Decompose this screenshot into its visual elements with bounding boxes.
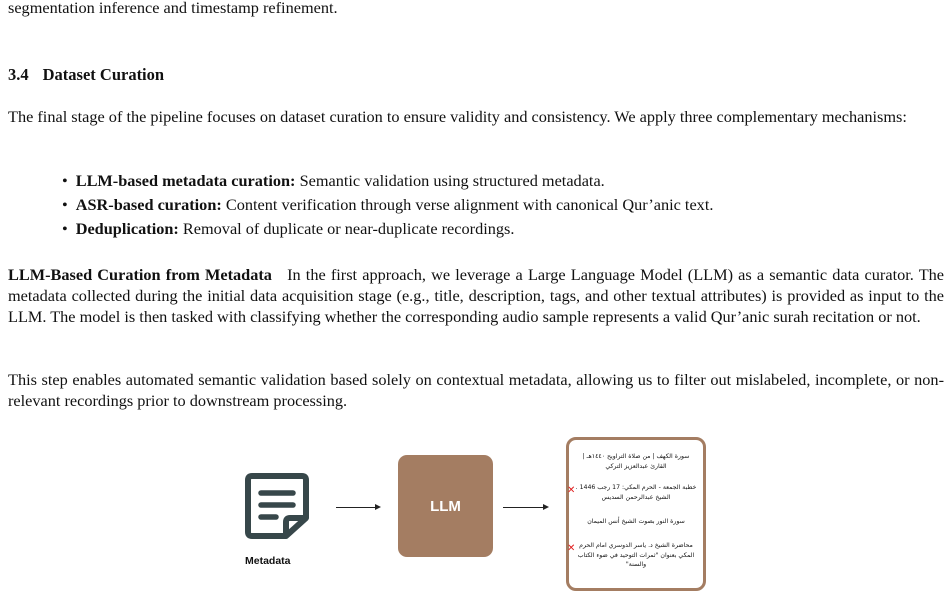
paragraph-body: In the first approach, we leverage a Large Language Model (LLM) as a semantic data curator. The metadata collected during the initial data acquisition stage (e.g., title, description, tags, and other textual attributes) is provided as input to the LLM. The model is then tasked with classifying whether the corresponding audio sample represents a valid Qur’anic surah recitation or not. — [8, 265, 945, 326]
list-item: خطبة الجمعة - الحرم المكي: 17 رجب 1446 . الشيخ عبدالرحمن السديس — [575, 484, 697, 501]
list-item — [62, 169, 713, 193]
section-heading — [8, 65, 164, 85]
llm-box — [398, 455, 493, 557]
bullet-term: ASR-based curation: — [75, 195, 222, 214]
paragraph-runin-heading: LLM-Based Curation from Metadata — [8, 265, 272, 284]
validation-paragraph: This step enables automated semantic validation based solely on contextual metadata, allowing us to filter out mislabeled, incomplete, or non-relevant recordings prior to downstream processing. — [8, 370, 944, 410]
intro-paragraph: The final stage of the pipeline focuses on dataset curation to ensure validity and consistency. We apply three complementary mechanisms: — [8, 107, 907, 126]
llm-curation-paragraph — [8, 264, 944, 327]
bullet-term: LLM-based metadata curation: — [75, 171, 296, 190]
previous-paragraph-tail: segmentation inference and timestamp refinement. — [8, 0, 338, 17]
section-title: Dataset Curation — [42, 65, 165, 84]
curation-mechanisms-list — [62, 169, 713, 241]
x-mark-icon: ✕ — [567, 543, 576, 554]
metadata-label: Metadata — [245, 555, 291, 567]
section-number: 3.4 — [8, 65, 29, 84]
list-item: سورة الكهف | من صلاة التراويح ١٤٤٠هـ | القارئ عبدالعزيز التركي — [582, 453, 690, 470]
list-item — [62, 193, 713, 217]
metadata-results-card — [566, 437, 706, 591]
list-item — [62, 217, 713, 241]
bullet-text: Removal of duplicate or near-duplicate recordings. — [182, 219, 515, 238]
bullet-text: Semantic validation using structured metadata. — [299, 171, 605, 190]
bullet-text: Content verification through verse alignment with canonical Qur’anic text. — [225, 195, 714, 214]
arrow-right-icon — [336, 507, 379, 508]
llm-label: LLM — [430, 497, 461, 515]
bullet-term: Deduplication: — [75, 219, 179, 238]
x-mark-icon: ✕ — [567, 485, 576, 496]
list-item: سورة النور بصوت الشيخ أنس الميمان — [587, 518, 685, 525]
document-icon — [244, 472, 310, 540]
list-item: محاضرة الشيخ د. ياسر الدوسري امام الحرم المكي بعنوان "ثمرات التوحيد في ضوء الكتاب والسنة" — [577, 542, 695, 568]
arrow-right-icon — [503, 507, 547, 508]
